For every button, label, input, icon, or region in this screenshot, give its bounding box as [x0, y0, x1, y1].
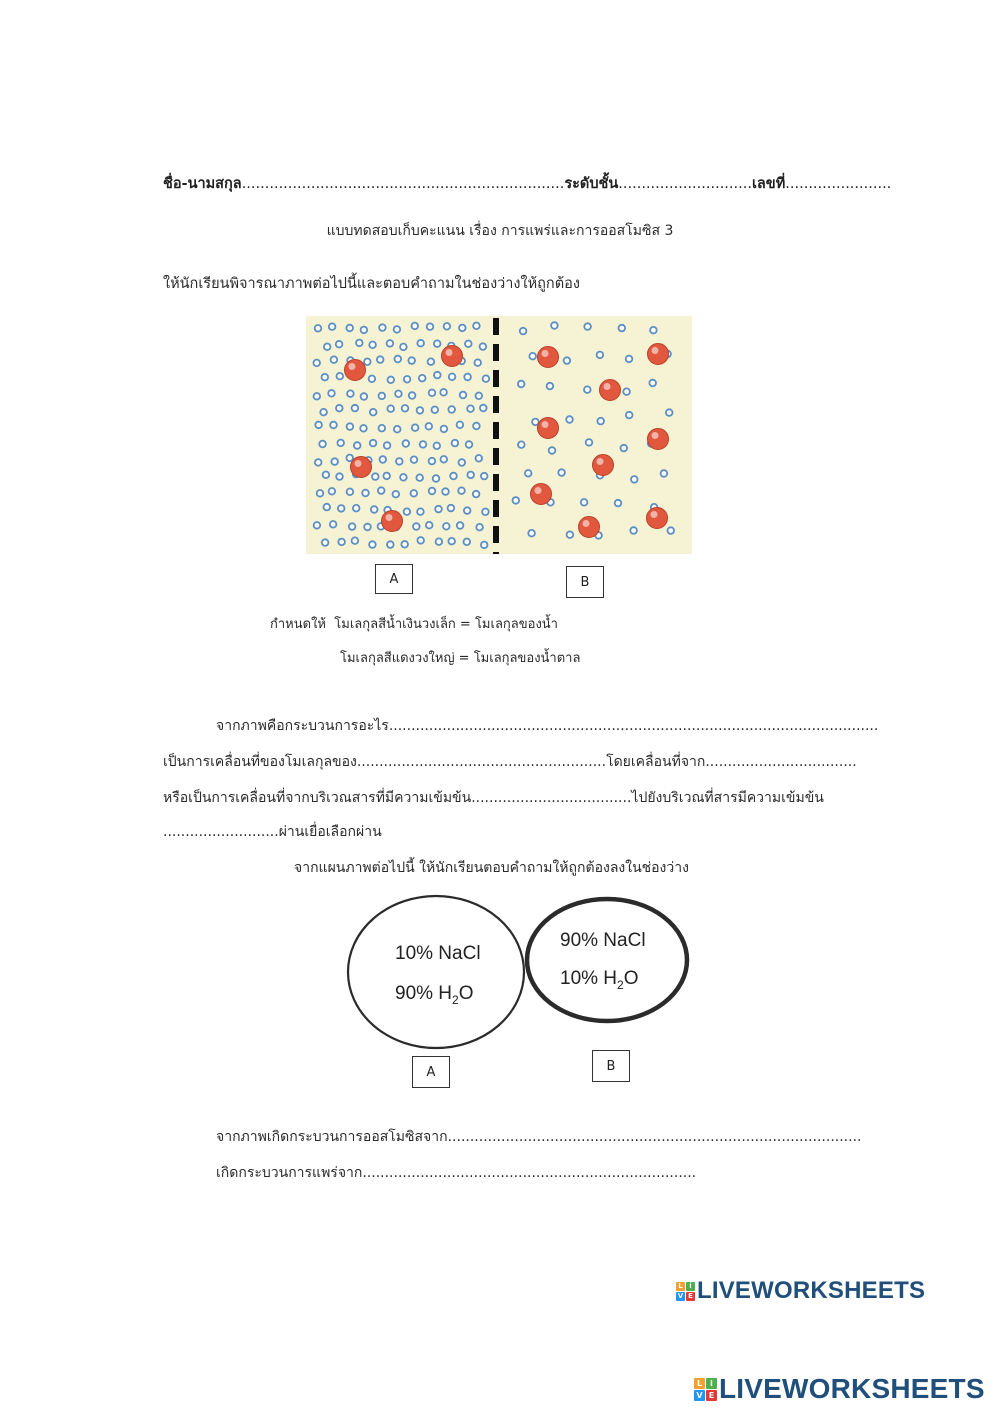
water-molecule — [440, 389, 447, 396]
water-molecule — [315, 422, 322, 429]
membrane-dash — [493, 370, 499, 387]
water-molecule — [353, 505, 360, 512]
water-molecule — [666, 409, 673, 416]
membrane-dash — [493, 344, 499, 361]
water-molecule — [436, 538, 443, 545]
mark-l: L — [676, 1282, 685, 1291]
water-molecule — [404, 508, 411, 515]
water-molecule — [564, 357, 571, 364]
water-molecule — [412, 424, 419, 431]
water-molecule — [649, 380, 656, 387]
water-molecule — [346, 325, 353, 332]
water-molecule — [452, 440, 459, 447]
water-molecule — [482, 509, 489, 516]
water-molecule — [336, 405, 343, 412]
water-molecule — [364, 359, 371, 366]
water-molecule — [417, 407, 424, 414]
water-molecule — [322, 374, 329, 381]
water-molecule — [314, 393, 321, 400]
mark2-v: V — [694, 1390, 705, 1401]
cell-a-water — [395, 983, 474, 1007]
water-molecule — [631, 476, 638, 483]
water-molecule — [429, 488, 436, 495]
water-molecule — [668, 527, 675, 534]
water-molecule — [396, 458, 403, 465]
membrane-dash — [493, 448, 499, 465]
membrane-dash — [493, 526, 499, 543]
student-info-line — [163, 172, 891, 195]
grade-label: ระดับชั้น — [564, 176, 619, 192]
cell-b-water — [560, 968, 639, 992]
water-molecule — [411, 490, 418, 497]
membrane-dash — [493, 318, 499, 335]
water-molecule — [473, 323, 480, 330]
water-molecule — [380, 456, 387, 463]
question-3-text-2: ไปยังบริเวณที่สารมีความเข้มข้น — [631, 790, 824, 806]
water-molecule — [394, 426, 401, 433]
water-molecule — [336, 473, 343, 480]
question-2 — [163, 751, 857, 773]
liveworksheets-mark-icon-2 — [694, 1378, 717, 1401]
cell-b-water-sub: 2 — [617, 977, 624, 992]
water-molecule — [567, 531, 574, 538]
water-molecule — [413, 523, 420, 530]
sugar-molecule — [382, 511, 403, 532]
sugar-molecule-highlight — [542, 421, 549, 428]
water-molecule — [630, 527, 637, 534]
water-molecule — [347, 390, 354, 397]
water-molecule — [364, 524, 371, 531]
question-6-text: เกิดกระบวนการแพร่จาก — [216, 1165, 363, 1181]
water-molecule — [352, 537, 359, 544]
water-molecule — [370, 440, 377, 447]
sugar-molecule — [442, 346, 463, 367]
question-5 — [216, 1126, 861, 1148]
cell-a-membrane — [348, 896, 524, 1048]
water-molecule — [400, 474, 407, 481]
question-2-text-2: โดยเคลื่อนที่จาก — [606, 754, 706, 770]
water-molecule — [369, 541, 376, 548]
mark2-l: L — [694, 1378, 705, 1389]
answer-2-blank[interactable]: ........................................................ — [356, 754, 607, 770]
cell-b-label-box: B — [592, 1050, 630, 1082]
water-molecule — [379, 324, 386, 331]
water-molecule — [330, 521, 337, 528]
water-molecule — [433, 475, 440, 482]
water-molecule — [429, 458, 436, 465]
water-molecule — [480, 343, 487, 350]
sugar-molecule — [648, 344, 669, 365]
water-molecule — [549, 447, 556, 454]
water-molecule — [419, 375, 426, 382]
water-molecule — [324, 344, 331, 351]
water-molecule — [346, 455, 353, 462]
water-molecule — [525, 470, 532, 477]
water-molecule — [434, 443, 441, 450]
sugar-molecule-highlight — [604, 383, 611, 390]
water-molecule — [623, 388, 630, 395]
instruction-2: จากแผนภาพต่อไปนี้ ให้นักเรียนตอบคำถามให้ถูกต้องลงในช่องว่าง — [294, 860, 689, 876]
sugar-molecule-highlight — [355, 460, 362, 467]
water-molecule — [615, 500, 622, 507]
water-molecule — [331, 356, 338, 363]
water-molecule — [404, 376, 411, 383]
cell-b-water-suffix: O — [623, 968, 639, 989]
water-molecule — [393, 491, 400, 498]
water-molecule — [518, 441, 525, 448]
cell-b-nacl: 90% NaCl — [560, 930, 646, 951]
water-molecule — [401, 541, 408, 548]
water-molecule — [426, 522, 433, 529]
membrane-dash — [493, 422, 499, 439]
water-molecule — [483, 375, 490, 382]
water-molecule — [337, 440, 344, 447]
question-4-text: ผ่านเยื่อเลือกผ่าน — [278, 824, 382, 840]
water-molecule — [460, 392, 467, 399]
water-molecule — [480, 405, 487, 412]
water-molecule — [518, 381, 525, 388]
mark-e: E — [686, 1292, 695, 1301]
sugar-molecule — [648, 429, 669, 450]
question-3 — [163, 787, 824, 809]
osmosis-diagram — [306, 316, 692, 554]
water-molecule — [626, 412, 633, 419]
water-molecule — [417, 340, 424, 347]
water-molecule — [426, 423, 433, 430]
legend-prefix: กำหนดให้ — [270, 617, 326, 632]
water-molecule — [369, 342, 376, 349]
grade-blank[interactable]: ............................. — [618, 176, 752, 192]
water-molecule — [400, 344, 407, 351]
water-molecule — [338, 539, 345, 546]
water-molecule — [441, 426, 448, 433]
water-molecule — [402, 405, 409, 412]
water-molecule — [529, 353, 536, 360]
water-molecule — [435, 506, 442, 513]
water-molecule — [474, 359, 481, 366]
water-molecule — [329, 488, 336, 495]
water-molecule — [409, 392, 416, 399]
page-title: แบบทดสอบเก็บคะแนน เรื่อง การแพร่และการออสโมซิส 3 — [326, 223, 674, 239]
water-molecule — [621, 445, 628, 452]
water-molecule — [349, 523, 356, 530]
instruction: ให้นักเรียนพิจารณาภาพต่อไปนี้และตอบคำถามในช่องว่างให้ถูกต้อง — [163, 276, 580, 292]
water-molecule — [323, 472, 330, 479]
water-molecule — [384, 442, 391, 449]
water-molecule — [626, 356, 633, 363]
water-molecule — [338, 505, 345, 512]
water-molecule — [324, 504, 331, 511]
water-molecule — [313, 360, 320, 367]
legend-water: โมเลกุลสีน้ำเงินวงเล็ก = โมเลกุลของน้ำ — [334, 617, 558, 632]
water-molecule — [513, 497, 520, 504]
water-molecule — [362, 490, 369, 497]
water-molecule — [388, 377, 395, 384]
water-molecule — [417, 537, 424, 544]
water-molecule — [457, 522, 464, 529]
water-molecule — [394, 326, 401, 333]
water-molecule — [330, 422, 337, 429]
water-molecule — [473, 423, 480, 430]
water-molecule — [361, 327, 368, 334]
water-molecule — [352, 405, 359, 412]
liveworksheets-mark-icon — [676, 1282, 695, 1301]
water-molecule — [443, 523, 450, 530]
water-molecule — [459, 325, 466, 332]
water-molecule — [395, 356, 402, 363]
water-molecule — [476, 393, 483, 400]
water-molecule — [387, 541, 394, 548]
question-6 — [216, 1162, 696, 1184]
water-molecule — [427, 323, 434, 330]
water-molecule — [434, 372, 441, 379]
water-molecule — [337, 373, 344, 380]
sugar-molecule-highlight — [349, 363, 356, 370]
water-molecule — [328, 390, 335, 397]
water-molecule — [458, 487, 465, 494]
water-molecule — [432, 407, 439, 414]
sugar-molecule — [647, 508, 668, 529]
water-molecule — [377, 356, 384, 363]
water-molecule — [412, 323, 419, 330]
water-molecule — [354, 442, 361, 449]
water-molecule — [429, 390, 436, 397]
water-molecule — [442, 488, 449, 495]
water-molecule — [420, 441, 427, 448]
sugar-molecule-highlight — [446, 349, 453, 356]
answer-6-blank[interactable]: ........................................................................... — [362, 1165, 697, 1181]
cell-a-water-prefix: 90% H — [395, 983, 453, 1004]
water-molecule — [416, 474, 423, 481]
sugar-molecule-highlight — [542, 350, 549, 357]
water-molecule — [464, 539, 471, 546]
question-3-text: หรือเป็นการเคลื่อนที่จากบริเวณสารที่มีความเข้มข้น — [163, 790, 472, 806]
water-molecule — [441, 456, 448, 463]
membrane-dash — [493, 552, 499, 554]
question-2-text: เป็นการเคลื่อนที่ของโมเลกุลของ — [163, 754, 357, 770]
water-molecule — [379, 425, 386, 432]
sugar-molecule — [345, 360, 366, 381]
liveworksheets-logo-2 — [694, 1373, 985, 1405]
water-molecule — [361, 393, 368, 400]
water-molecule — [428, 358, 435, 365]
water-molecule — [464, 507, 471, 514]
cell-a-nacl: 10% NaCl — [395, 943, 481, 964]
sugar-molecule — [538, 347, 559, 368]
liveworksheets-wordmark: LIVEWORKSHEETS — [697, 1277, 926, 1304]
water-molecule — [464, 374, 471, 381]
water-molecule — [371, 506, 378, 513]
water-molecule — [581, 499, 588, 506]
water-molecule — [379, 393, 386, 400]
water-molecule — [319, 441, 326, 448]
water-molecule — [481, 542, 488, 549]
answer-3-blank[interactable]: .................................... — [471, 790, 632, 806]
water-molecule — [466, 441, 473, 448]
liveworksheets-logo-1 — [676, 1277, 925, 1305]
water-molecule — [347, 489, 354, 496]
water-molecule — [403, 440, 410, 447]
water-molecule — [387, 405, 394, 412]
sugar-molecule — [600, 380, 621, 401]
water-molecule — [369, 376, 376, 383]
water-molecule — [417, 508, 424, 515]
water-molecule — [356, 340, 363, 347]
water-molecule — [448, 538, 455, 545]
sugar-molecule — [351, 457, 372, 478]
sugar-molecule-highlight — [652, 432, 659, 439]
mark2-e: E — [706, 1390, 717, 1401]
water-molecule — [336, 341, 343, 348]
water-molecule — [473, 491, 480, 498]
legend-line-1 — [270, 613, 558, 634]
sugar-molecule — [538, 418, 559, 439]
answer-4-blank[interactable]: .......................... — [163, 824, 279, 840]
water-molecule — [408, 357, 415, 364]
name-label: ชื่อ-นามสกุล — [163, 176, 242, 192]
water-molecule — [360, 425, 367, 432]
water-molecule — [315, 325, 322, 332]
legend-line-2: โมเลกุลสีแดงวงใหญ่ = โมเลกุลของน้ำตาล — [340, 651, 581, 666]
water-molecule — [551, 322, 558, 329]
mark2-i: i — [706, 1378, 717, 1389]
water-molecule — [395, 391, 402, 398]
name-blank[interactable]: ...................................................................... — [241, 176, 565, 192]
water-molecule — [315, 459, 322, 466]
question-5-text: จากภาพเกิดกระบวนการออสโมซิสจาก — [216, 1129, 448, 1145]
label-b-box: B — [566, 566, 604, 598]
water-molecule — [597, 352, 604, 359]
water-molecule — [584, 386, 591, 393]
cell-a-water-suffix: O — [458, 983, 474, 1004]
water-molecule — [520, 328, 527, 335]
water-molecule — [314, 522, 321, 529]
water-molecule — [320, 409, 327, 416]
membrane-dash — [493, 474, 499, 491]
sugar-molecule-highlight — [535, 487, 542, 494]
water-molecule — [331, 458, 338, 465]
water-molecule — [476, 524, 483, 531]
question-4 — [163, 821, 382, 843]
water-molecule — [597, 418, 604, 425]
answer-2b-blank[interactable]: .................................. — [705, 754, 857, 770]
water-molecule — [586, 439, 593, 446]
water-molecule — [370, 409, 377, 416]
water-molecule — [467, 405, 474, 412]
label-a-box: A — [375, 564, 413, 594]
water-molecule — [481, 473, 488, 480]
sugar-molecule-highlight — [597, 458, 604, 465]
membrane-dash — [493, 500, 499, 517]
membrane-dash — [493, 396, 499, 413]
water-molecule — [322, 539, 329, 546]
water-molecule — [457, 422, 464, 429]
water-molecule — [547, 383, 554, 390]
water-molecule — [619, 325, 626, 332]
water-molecule — [448, 406, 455, 413]
water-molecule — [378, 487, 385, 494]
sugar-molecule-highlight — [652, 347, 659, 354]
mark-v: V — [677, 1291, 684, 1300]
water-molecule — [383, 473, 390, 480]
water-molecule — [329, 323, 336, 330]
cell-b-water-prefix: 10% H — [560, 968, 618, 989]
question-1 — [216, 715, 878, 737]
water-molecule — [450, 473, 457, 480]
water-molecule — [467, 472, 474, 479]
answer-1-blank[interactable]: .............................................................................................................. — [388, 718, 879, 734]
water-molecule — [434, 340, 441, 347]
water-molecule — [449, 374, 456, 381]
sugar-molecule — [593, 455, 614, 476]
water-molecule — [448, 505, 455, 512]
answer-5-blank[interactable]: ............................................................................................. — [447, 1129, 862, 1145]
sugar-molecule-highlight — [386, 514, 393, 521]
water-molecule — [476, 455, 483, 462]
number-label: เลขที่ — [751, 176, 786, 192]
sugar-molecule — [579, 517, 600, 538]
water-molecule — [372, 473, 379, 480]
question-1-text: จากภาพคือกระบวนการอะไร — [216, 718, 389, 734]
water-molecule — [465, 341, 472, 348]
water-molecule — [584, 323, 591, 330]
water-molecule — [444, 323, 451, 330]
water-molecule — [528, 530, 535, 537]
cell-a-label-box: A — [412, 1056, 450, 1088]
mark-i: i — [686, 1282, 695, 1291]
sugar-molecule-highlight — [651, 511, 658, 518]
number-blank[interactable]: ....................... — [785, 176, 892, 192]
water-molecule — [317, 490, 324, 497]
water-molecule — [459, 459, 466, 466]
cell-b-membrane — [527, 899, 687, 1021]
water-molecule — [387, 340, 394, 347]
water-molecule — [411, 456, 418, 463]
sugar-molecule-highlight — [583, 520, 590, 527]
water-molecule — [661, 470, 668, 477]
cells-diagram — [340, 890, 696, 1056]
water-molecule — [650, 327, 657, 334]
water-molecule — [347, 423, 354, 430]
cell-a-water-sub: 2 — [452, 992, 459, 1007]
water-molecule — [566, 416, 573, 423]
liveworksheets-wordmark-2: LIVEWORKSHEETS — [719, 1373, 985, 1404]
water-molecule — [558, 469, 565, 476]
sugar-molecule — [531, 484, 552, 505]
